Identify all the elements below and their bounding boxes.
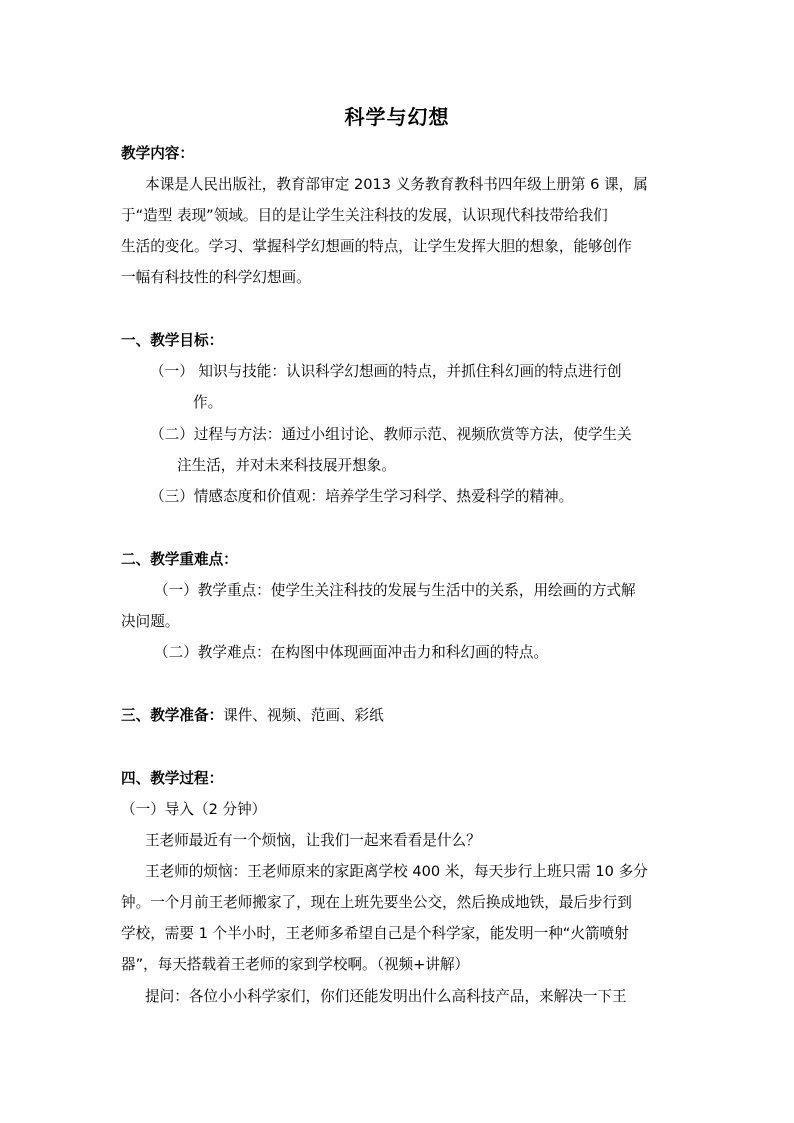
process-line: 提问：各位小小科学家们，你们还能发明出什么高科技产品，来解决一下王	[145, 988, 627, 1005]
keypoints-heading: 二、教学重难点：	[121, 551, 238, 568]
objective-item: （二）过程与方法：通过小组讨论、教师示范、视频欣赏等方法，使学生关	[150, 426, 632, 443]
keypoint-item: （一）教学重点：使学生关注科技的发展与生活中的关系，用绘画的方式解	[154, 582, 636, 599]
process-line: 王老师最近有一个烦恼，让我们一起来看看是什么？	[145, 832, 481, 849]
process-line: 王老师的烦恼：王老师原来的家距离学校 400 米，每天步行上班只需 10 多分	[145, 863, 648, 880]
objective-item-continued: 注生活，并对未来科技展开想象。	[177, 457, 396, 474]
process-heading: 四、教学过程：	[121, 770, 224, 787]
process-line: 钟。一个月前王老师搬家了，现在上班先要坐公交，然后换成地铁，最后步行到	[121, 894, 632, 911]
process-line: 学校，需要 1 个半小时，王老师多希望自己是个科学家，能发明一种“火箭喷射	[121, 925, 629, 942]
content-heading: 教学内容：	[121, 145, 194, 162]
content-line: 一幅有科技性的科学幻想画。	[121, 269, 311, 286]
objectives-heading: 一、教学目标：	[121, 332, 224, 349]
keypoint-item: （二）教学难点：在构图中体现画面冲击力和科幻画的特点。	[154, 644, 549, 661]
preparation-row	[121, 705, 384, 727]
process-subheading: （一）导入（2 分钟）	[121, 801, 267, 818]
preparation-text: 课件、视频、范画、彩纸	[223, 707, 384, 724]
page-title: 科学与幻想	[344, 105, 450, 129]
keypoint-item-continued: 决问题。	[121, 613, 180, 630]
content-line: 生活的变化。学习、掌握科学幻想画的特点，让学生发挥大胆的想象，能够创作	[121, 238, 632, 255]
content-line: 本课是人民出版社，教育部审定 2013 义务教育教科书四年级上册第 6 课，属	[145, 176, 648, 193]
objective-item-continued: 作。	[193, 394, 223, 411]
process-line: 器”，每天搭载着王老师的家到学校啊。（视频+讲解）	[121, 956, 470, 973]
objective-item: （一） 知识与技能：认识科学幻想画的特点，并抓住科幻画的特点进行创	[150, 363, 622, 380]
objective-item: （三）情感态度和价值观：培养学生学习科学、热爱科学的精神。	[150, 488, 574, 505]
preparation-heading: 三、教学准备：	[121, 707, 224, 724]
content-line: 于“造型 表现”领域。目的是让学生关注科技的发展，认识现代科技带给我们	[121, 207, 608, 224]
